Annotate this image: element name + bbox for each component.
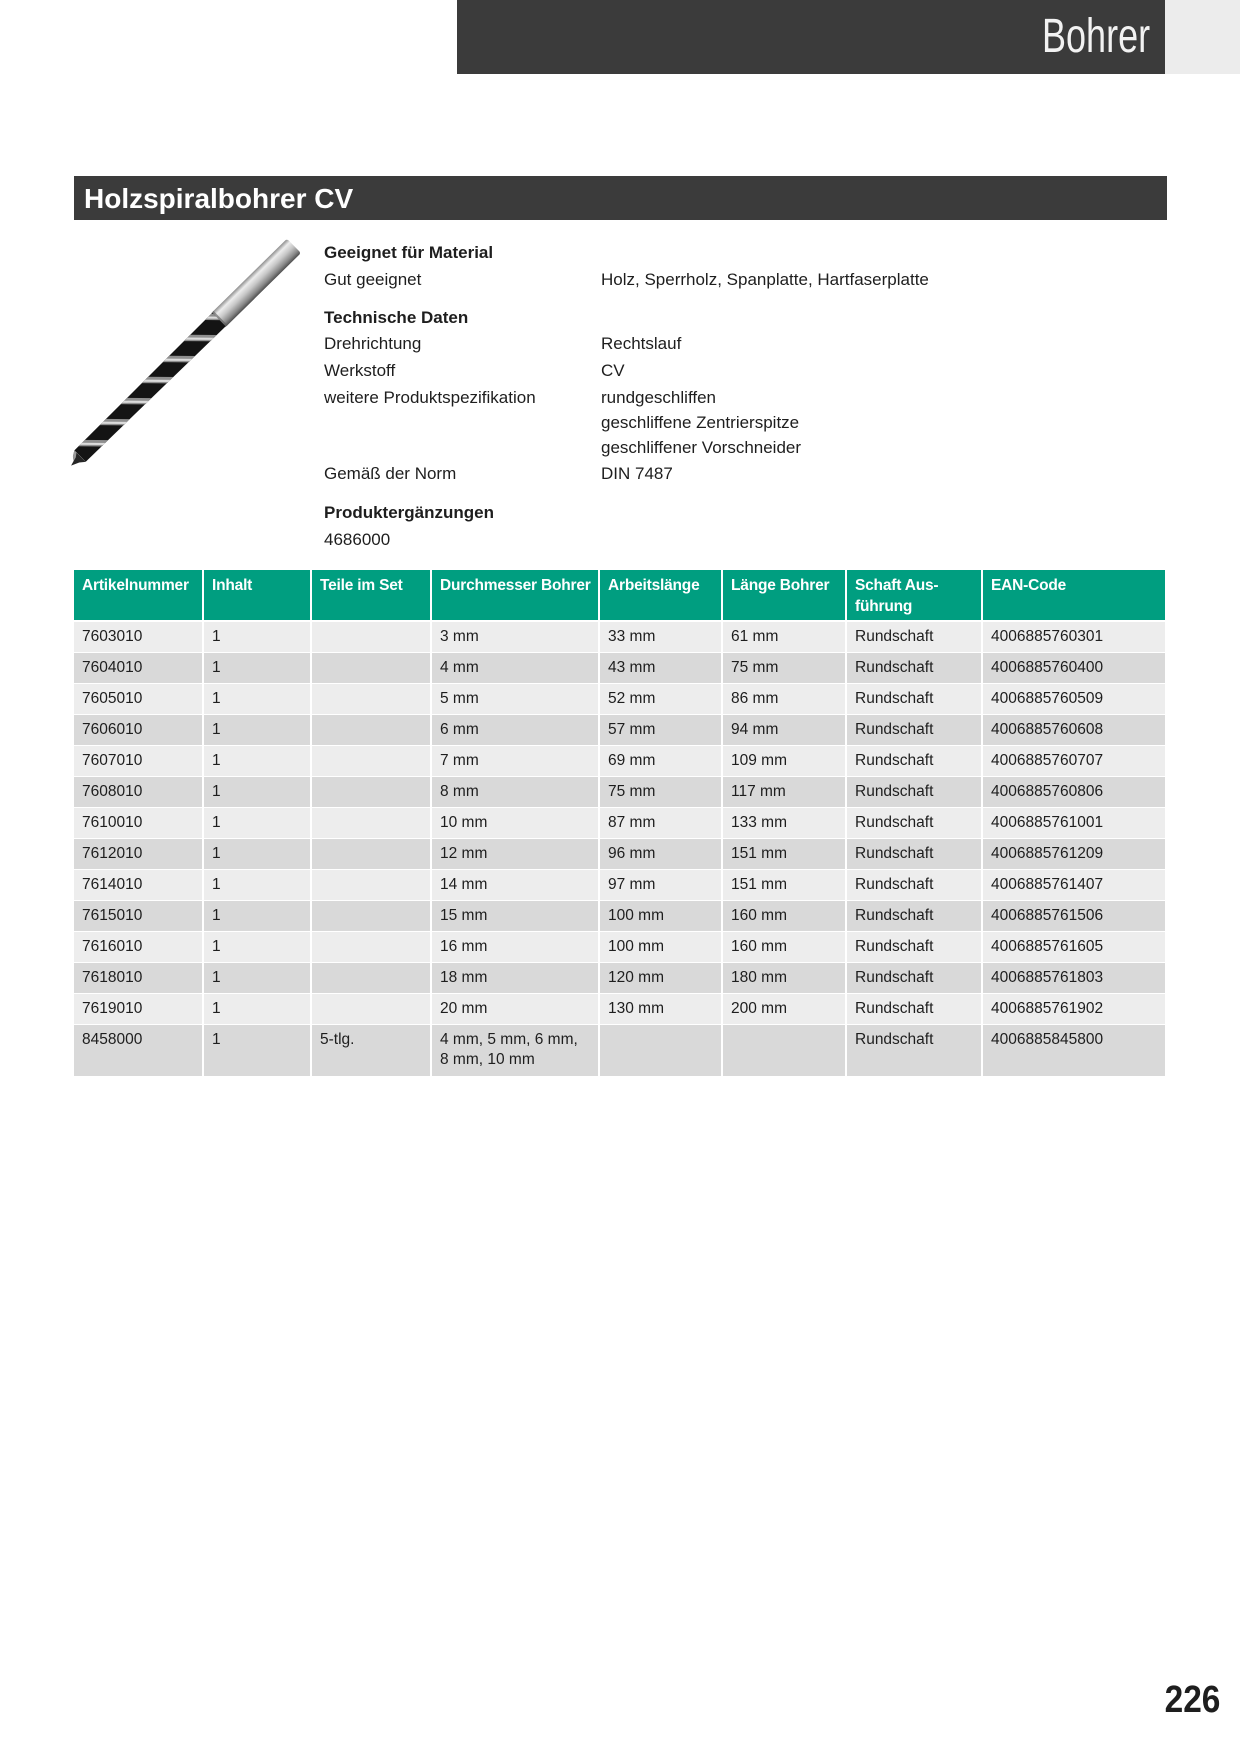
section-title: Bohrer (1041, 10, 1150, 63)
table-cell: 4006885845800 (983, 1025, 1165, 1077)
table-cell: 20 mm (432, 994, 600, 1025)
spec-label: Gemäß der Norm (324, 464, 457, 483)
table-cell: 7612010 (74, 839, 204, 870)
table-cell: Rundschaft (847, 870, 983, 901)
table-cell: 1 (204, 839, 312, 870)
table-cell: Rundschaft (847, 932, 983, 963)
table-cell: 160 mm (723, 932, 847, 963)
table-cell: 1 (204, 963, 312, 994)
table-cell: 117 mm (723, 777, 847, 808)
spec-label: Werkstoff (324, 361, 396, 380)
table-cell: 1 (204, 715, 312, 746)
table-cell: 1 (204, 684, 312, 715)
accessory-article-number: 4686000 (324, 530, 391, 549)
spec-value: DIN 7487 (601, 464, 673, 483)
table-cell: 7608010 (74, 777, 204, 808)
table-cell (312, 622, 432, 653)
table-row (74, 994, 1165, 1025)
accessories-heading: Produktergänzungen (324, 503, 495, 522)
table-cell: 151 mm (723, 870, 847, 901)
table-cell: 4006885761001 (983, 808, 1165, 839)
table-cell: 69 mm (600, 746, 723, 777)
table-cell: 4006885760509 (983, 684, 1165, 715)
table-cell: 151 mm (723, 839, 847, 870)
drill-flutes (73, 300, 239, 464)
spec-value: CV (601, 361, 625, 380)
table-cell: Rundschaft (847, 839, 983, 870)
product-title: Holzspiralbohrer CV (84, 183, 354, 214)
table-cell (723, 1025, 847, 1077)
table-cell: 7607010 (74, 746, 204, 777)
product-table-container (74, 570, 1165, 1077)
table-cell: 4 mm, 5 mm, 6 mm, 8 mm, 10 mm (432, 1025, 600, 1077)
column-header: Teile im Set (312, 570, 432, 622)
table-row (74, 839, 1165, 870)
table-cell (312, 808, 432, 839)
table-cell: Rundschaft (847, 746, 983, 777)
table-cell: Rundschaft (847, 622, 983, 653)
table-row (74, 684, 1165, 715)
table-cell: 4006885761407 (983, 870, 1165, 901)
table-cell: Rundschaft (847, 684, 983, 715)
column-header: Länge Bohrer (723, 570, 847, 622)
table-cell: 133 mm (723, 808, 847, 839)
wood-twist-drill-bit-image (70, 236, 304, 466)
table-cell: 12 mm (432, 839, 600, 870)
technical-heading: Technische Daten (324, 308, 469, 327)
table-cell: Rundschaft (847, 777, 983, 808)
table-cell: 180 mm (723, 963, 847, 994)
table-cell: 87 mm (600, 808, 723, 839)
table-row (74, 1025, 1165, 1077)
spec-value: Holz, Sperrholz, Spanplatte, Hartfaserplatte (601, 270, 929, 289)
table-cell: 14 mm (432, 870, 600, 901)
table-cell: 7614010 (74, 870, 204, 901)
table-cell: Rundschaft (847, 1025, 983, 1077)
table-cell: 75 mm (723, 653, 847, 684)
table-cell: 43 mm (600, 653, 723, 684)
table-cell: 5 mm (432, 684, 600, 715)
table-row (74, 622, 1165, 653)
table-cell: 1 (204, 653, 312, 684)
column-header: Artikelnummer (74, 570, 204, 622)
table-cell: 97 mm (600, 870, 723, 901)
table-cell: 18 mm (432, 963, 600, 994)
table-cell: 15 mm (432, 901, 600, 932)
table-cell: 1 (204, 808, 312, 839)
table-cell: 33 mm (600, 622, 723, 653)
table-row (74, 963, 1165, 994)
table-cell: 1 (204, 622, 312, 653)
table-cell: 4006885760400 (983, 653, 1165, 684)
table-row (74, 901, 1165, 932)
table-cell: 16 mm (432, 932, 600, 963)
table-cell: 57 mm (600, 715, 723, 746)
column-header: Durchmesser Bohrer (432, 570, 600, 622)
table-cell: 7618010 (74, 963, 204, 994)
table-row (74, 715, 1165, 746)
table-cell: 4006885761605 (983, 932, 1165, 963)
table-cell: 86 mm (723, 684, 847, 715)
table-cell: 7603010 (74, 622, 204, 653)
table-cell: 7 mm (432, 746, 600, 777)
table-cell (312, 932, 432, 963)
table-cell (312, 963, 432, 994)
table-cell (312, 746, 432, 777)
table-row (74, 777, 1165, 808)
table-cell: Rundschaft (847, 994, 983, 1025)
spec-value: geschliffene Zentrierspitze (601, 413, 800, 432)
spec-label: weitere Produktspezifikation (324, 388, 536, 407)
spec-value: rundgeschliffen (601, 388, 716, 407)
table-cell: 1 (204, 870, 312, 901)
table-row (74, 932, 1165, 963)
table-cell (312, 839, 432, 870)
column-header: Arbeitslänge (600, 570, 723, 622)
table-row (74, 653, 1165, 684)
table-cell (600, 1025, 723, 1077)
table-cell: 4006885761506 (983, 901, 1165, 932)
material-heading: Geeignet für Material (324, 243, 494, 262)
table-cell: 7619010 (74, 994, 204, 1025)
page-number: 226 (1164, 1679, 1220, 1721)
table-cell: 4006885760608 (983, 715, 1165, 746)
table-row (74, 746, 1165, 777)
table-cell (312, 684, 432, 715)
table-cell: 4006885761902 (983, 994, 1165, 1025)
table-cell: 1 (204, 994, 312, 1025)
section-header-bar (457, 0, 1165, 74)
table-cell: 8458000 (74, 1025, 204, 1077)
drill-shank (211, 239, 301, 328)
table-cell: 1 (204, 932, 312, 963)
column-header: Schaft Aus- führung (847, 570, 983, 622)
column-header: Inhalt (204, 570, 312, 622)
table-cell: 7616010 (74, 932, 204, 963)
table-cell: 1 (204, 1025, 312, 1077)
table-cell: 8 mm (432, 777, 600, 808)
table-cell: 7615010 (74, 901, 204, 932)
product-heading-bar (74, 176, 1167, 220)
table-cell: 4006885760806 (983, 777, 1165, 808)
table-cell: Rundschaft (847, 653, 983, 684)
table-cell: 10 mm (432, 808, 600, 839)
spec-value: geschliffener Vorschneider (601, 438, 802, 457)
table-cell: 6 mm (432, 715, 600, 746)
table-cell: 130 mm (600, 994, 723, 1025)
table-cell: 4 mm (432, 653, 600, 684)
spec-value: Rechtslauf (601, 334, 682, 353)
table-cell: 5-tlg. (312, 1025, 432, 1077)
column-header: EAN-Code (983, 570, 1165, 622)
table-cell: 61 mm (723, 622, 847, 653)
table-body (74, 622, 1165, 1077)
table-cell: 52 mm (600, 684, 723, 715)
table-cell (312, 901, 432, 932)
table-cell: 4006885761209 (983, 839, 1165, 870)
table-cell: 3 mm (432, 622, 600, 653)
table-cell: 4006885760707 (983, 746, 1165, 777)
table-cell: 94 mm (723, 715, 847, 746)
corner-tab (1165, 0, 1240, 74)
table-cell: 1 (204, 746, 312, 777)
table-header-row (74, 570, 1165, 622)
table-row (74, 870, 1165, 901)
spec-label: Gut geeignet (324, 270, 422, 289)
table-cell: Rundschaft (847, 715, 983, 746)
table-cell: 100 mm (600, 932, 723, 963)
table-cell (312, 870, 432, 901)
table-cell: 160 mm (723, 901, 847, 932)
table-cell: 96 mm (600, 839, 723, 870)
table-cell: Rundschaft (847, 808, 983, 839)
table-cell: Rundschaft (847, 901, 983, 932)
table-row (74, 808, 1165, 839)
table-cell: 109 mm (723, 746, 847, 777)
table-cell: 7604010 (74, 653, 204, 684)
spec-label: Drehrichtung (324, 334, 422, 353)
table-cell: 7606010 (74, 715, 204, 746)
table-cell: 200 mm (723, 994, 847, 1025)
table-cell: 120 mm (600, 963, 723, 994)
table-cell: 100 mm (600, 901, 723, 932)
table-cell: 4006885761803 (983, 963, 1165, 994)
table-cell: 1 (204, 901, 312, 932)
table-cell (312, 653, 432, 684)
table-cell (312, 994, 432, 1025)
table-cell: 7605010 (74, 684, 204, 715)
table-cell: 4006885760301 (983, 622, 1165, 653)
table-cell (312, 777, 432, 808)
table-cell: 7610010 (74, 808, 204, 839)
product-table (74, 570, 1165, 1077)
table-cell: 75 mm (600, 777, 723, 808)
table-cell: 1 (204, 777, 312, 808)
table-cell (312, 715, 432, 746)
table-cell: Rundschaft (847, 963, 983, 994)
